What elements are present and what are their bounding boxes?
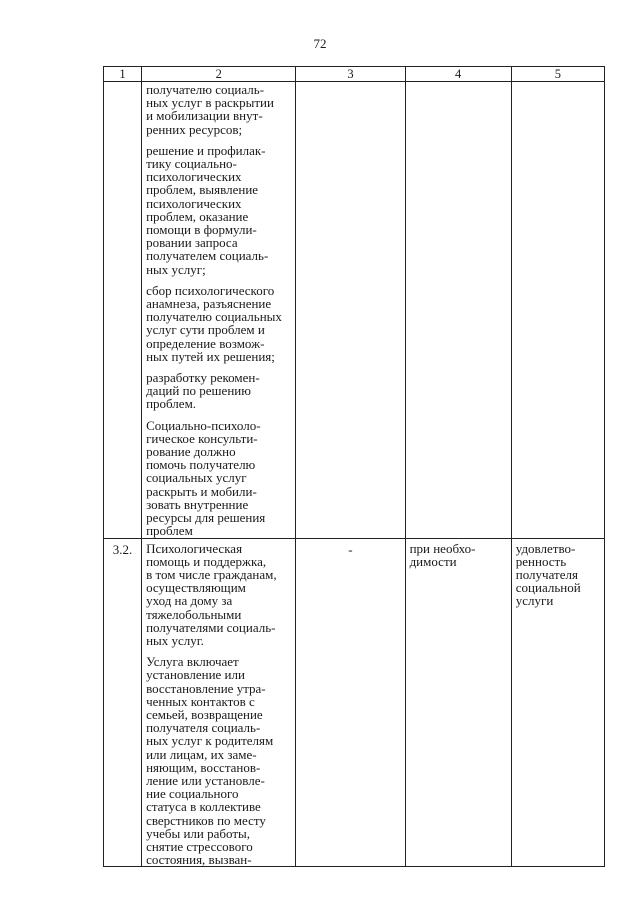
column-5-cell [511, 538, 604, 867]
column-5-value [512, 82, 604, 83]
column-3-cell [296, 82, 405, 539]
table-row [104, 538, 605, 867]
row-number-cell [104, 538, 142, 867]
column-3-cell [296, 538, 405, 867]
row-number: 3.2. [112, 541, 133, 557]
description-cell [142, 82, 296, 539]
services-table [103, 66, 605, 867]
description-paragraph: Социально-психоло- гическое консульти- рование должно помочь получателю социальных услуг раскрыть и мобили- зовать внутренние ресурсы для решения проблем [146, 417, 266, 539]
table-header-row [104, 67, 605, 82]
description-paragraph: разработку рекомен- даций по решению проблем. [146, 370, 260, 412]
description-cell [142, 538, 296, 867]
column-4-cell [405, 538, 511, 867]
table-row [104, 82, 605, 539]
column-4-cell [405, 82, 511, 539]
page-number: 72 [313, 36, 327, 51]
column-5-cell [511, 82, 604, 539]
column-4-value [406, 82, 511, 83]
row-number-cell [104, 82, 142, 539]
column-3-value: - [348, 541, 353, 557]
column-header-3: 3 [296, 67, 405, 82]
description-paragraph: Услуга включает установление или восстановление утра- ченных контактов с семьей, возвращение получателя социаль- ных услуг к родителям или лицам, их заме- няющим, восстанов- ление или установле- ние социального статуса в коллективе сверстников по месту учебы или работы, снятие стрессового состояния, вызван- [146, 654, 274, 868]
column-header-4: 4 [405, 67, 511, 82]
description-paragraph: получателю социаль- ных услуг в раскрытии и мобилизации внут- ренних ресурсов; [146, 82, 274, 137]
row-number [104, 82, 141, 85]
description-paragraph: Психологическая помощь и поддержка, в том числе гражданам, осуществляющим уход на дому за тяжелобольными получателями социаль- ных услуг. [146, 540, 277, 648]
column-3-value [296, 82, 404, 85]
column-header-1: 1 [104, 67, 142, 82]
description-paragraph: решение и профилак- тику социально- психологических проблем, выявление психологических проблем, оказание помощи в формули- ровании запроса получателем социаль- ных услуг; [146, 142, 269, 277]
description-paragraph: сбор психологического анамнеза, разъяснение получателю социальных услуг сути проблем и определение возмож- ных путей их решения; [146, 282, 282, 364]
column-header-5: 5 [511, 67, 604, 82]
column-4-value: при необхо- димости [409, 540, 476, 569]
column-5-value: удовлетво- ренность получателя социальной услуги [515, 540, 581, 609]
column-header-2: 2 [142, 67, 296, 82]
